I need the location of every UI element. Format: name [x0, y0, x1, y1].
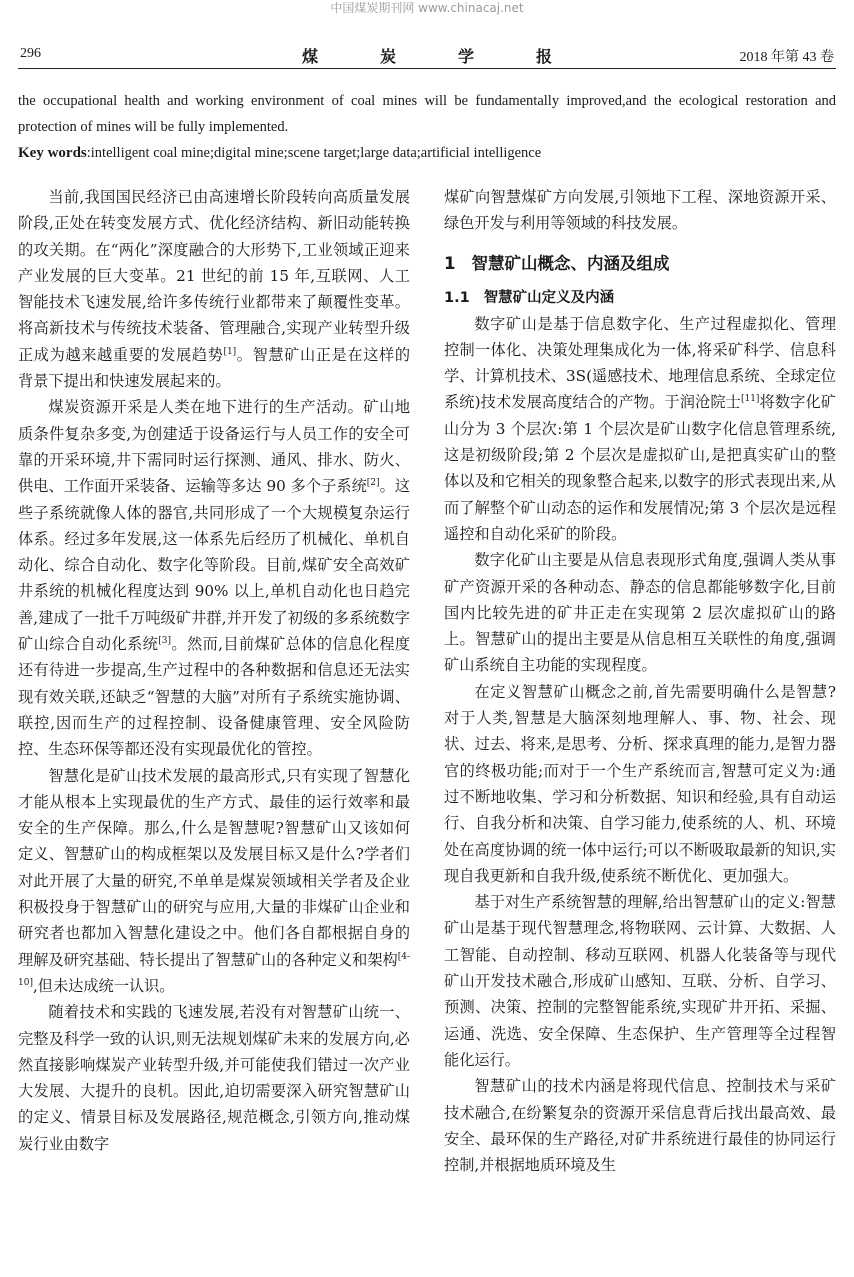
keywords-label: Key words — [18, 145, 87, 161]
citation: [11] — [740, 394, 760, 405]
keywords-line — [18, 140, 836, 166]
paragraph: 随着技术和实践的飞速发展,若没有对智慧矿山统一、完整及科学一致的认识,则无法规划煤矿未来的发展方向,必然直接影响煤炭产业转型升级,并可能使我们错过一次产业大发展、大提升的良机。因此,迫切需要深入研究智慧矿山的定义、情景目标及发展路径,规范概念,引领方向,推动煤炭行业由数字 — [18, 1003, 410, 1153]
running-header — [18, 46, 836, 69]
subsection-number: 1.1 — [444, 289, 470, 306]
paragraph: 基于对生产系统智慧的理解,给出智慧矿山的定义:智慧矿山是基于现代智慧理念,将物联网、云计算、大数据、人工智能、自动控制、移动互联网、机器人化装备等与现代矿山开发技术融合,形成矿山感知、互联、分析、自学习、预测、决策、控制的完整智能系统,实现矿井开拓、采掘、运通、洗选、安全保障、生态保护、生产管理等全过程智能化运行。 — [444, 893, 836, 1069]
section-number: 1 — [444, 253, 456, 273]
citation: [3] — [158, 636, 172, 647]
right-column — [444, 184, 836, 1178]
paragraph: 数字矿山是基于信息数字化、生产过程虚拟化、管理控制一体化、决策处理集成化为一体,将采矿科学、信息科学、计算机技术、3S(遥感技术、地理信息系统、全球定位系统)技术发展高度结合的产物。于润沧院士[11]将数字化矿山分为 3 个层次:第 1 个层次是矿山数字化信息管理系统,这是初级阶段;第 2 个层次是虚拟矿山,是把真实矿山的整体以及和它相关的现象整合起来,以数字的形式表现出来,从而了解整个矿山动态的运作和发展情况;第 3 个层次是远程遥控和自动化采矿的阶段。 — [444, 314, 836, 543]
keywords-text: :intelligent coal mine;digital mine;scene target;large data;artificial intelligence — [86, 145, 542, 161]
abstract-text: the occupational health and working environment of coal mines will be fundamentally improved,and the ecological restoration and protection of mines will be fully implemented. — [18, 93, 836, 135]
section-heading — [444, 251, 836, 277]
section-title: 智慧矿山概念、内涵及组成 — [471, 253, 670, 273]
paragraph-continued: 煤矿向智慧煤矿方向发展,引领地下工程、深地资源开采、绿色开发与利用等领域的科技发展。 — [444, 188, 836, 233]
paragraph: 智慧化是矿山技术发展的最高形式,只有实现了智慧化才能从根本上实现最优的生产方式、最佳的运行效率和最安全的生产保障。那么,什么是智慧呢?智慧矿山又该如何定义、智慧矿山的构成框架以及发展目标又是什么?学者们对此开展了大量的研究,不单单是煤炭领域相关学者及企业积极投身于智慧矿山的研究与应用,大量的非煤矿山企业和研究者也都加入智慧化建设之中。他们各自都根据自身的理解及研究基础、特长提出了智慧矿山的各种定义和架构[4-10],但未达成统一认识。 — [18, 766, 410, 995]
citation: [4-10] — [18, 951, 410, 988]
page-number: 296 — [20, 46, 41, 61]
site-watermark: 中国煤炭期刊网 www.chinacaj.net — [330, 1, 524, 15]
paragraph: 煤炭资源开采是人类在地下进行的生产活动。矿山地质条件复杂多变,为创建适于设备运行与人员工作的安全可靠的开采环境,井下需同时运行探测、通风、排水、防火、供电、工作面开采装备、运输等多达 90 多个子系统[2]。这些子系统就像人体的器官,共同形成了一个大规模复杂运行体系。经过多年发展,这一体系先后经历了机械化、单机自动化、综合自动化、数字化等阶段。目前,煤矿安全高效矿井系统的机械化程度达到 90% 以上,单机自动化也日趋完善,建成了一批千万吨级矿井群,并开发了初级的多系统数字矿山综合自动化系统[3]。然而,目前煤矿总体的信息化程度还有待进一步提高,生产过程中的各种数据和信息还无法实现有效关联,还缺乏“智慧的大脑”对所有子系统实施协调、联控,因而生产的过程控制、设备健康管理、安全风险防控、生态环保等都还没有实现最优化的管控。 — [18, 398, 411, 759]
paragraph: 在定义智慧矿山概念之前,首先需要明确什么是智慧?对于人类,智慧是大脑深刻地理解人、事、物、社会、现状、过去、将来,是思考、分析、探求真理的能力,是智力器官的终极功能;而对于一个生产系统而言,智慧可定义为:通过不断地收集、学习和分析数据、知识和经验,具有自动运行、自我分析和决策、自学习能力,使系统的人、机、环境处在高度协调的统一体中运行;可以不断吸取最新的知识,实现自我更新和自我升级,使系统不断优化、更加强大。 — [444, 682, 836, 885]
issue-info: 2018 年第 43 卷 — [739, 50, 834, 65]
citation: [2] — [366, 478, 380, 489]
abstract-tail — [18, 88, 836, 166]
subsection-heading — [444, 285, 836, 311]
left-column — [18, 184, 410, 1157]
citation: [1] — [223, 346, 237, 357]
journal-name: 煤炭学报 — [301, 47, 614, 66]
paragraph: 数字化矿山主要是从信息表现形式角度,强调人类从事矿产资源开采的各种动态、静态的信息都能够数字化,目前国内比较先进的矿井正走在实现第 2 层次虚拟矿山的路上。智慧矿山的提出主要是从信息相互关联性的角度,强调矿山系统自主功能的实现程度。 — [444, 551, 836, 675]
subsection-title: 智慧矿山定义及内涵 — [483, 289, 615, 306]
paragraph: 当前,我国国民经济已由高速增长阶段转向高质量发展阶段,正处在转变发展方式、优化经济结构、新旧动能转换的攻关期。在“两化”深度融合的大形势下,工业领域正迎来产业发展的巨大变革。21 世纪的前 15 年,互联网、人工智能技术飞速发展,给许多传统行业都带来了颠覆性变革。将高新技术与传统技术装备、管理融合,实现产业转型升级正成为越来越重要的发展趋势[1]。智慧矿山正是在这样的背景下提出和快速发展起来的。 — [18, 188, 411, 391]
paragraph: 智慧矿山的技术内涵是将现代信息、控制技术与采矿技术融合,在纷繁复杂的资源开采信息背后找出最高效、最安全、最环保的生产路径,对矿井系统进行最佳的协同运行控制,并根据地质环境及生 — [444, 1077, 836, 1175]
